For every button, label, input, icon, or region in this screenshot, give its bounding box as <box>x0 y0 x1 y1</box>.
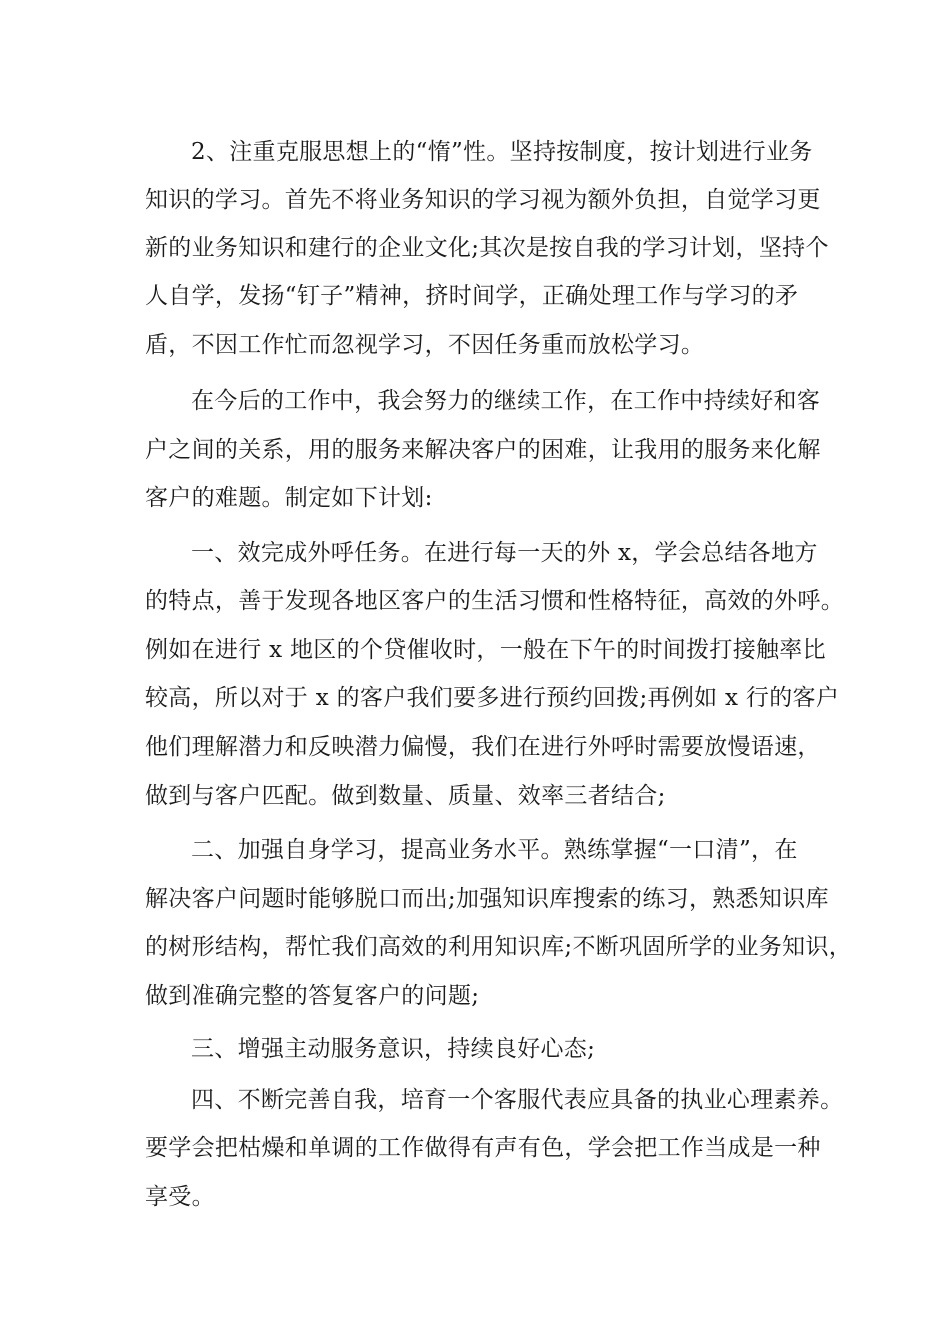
paragraph-4-line-3: 的树形结构，帮忙我们高效的利用知识库;不断巩固所学的业务知识， <box>145 934 853 960</box>
paragraph-2-line-1: 在今后的工作中，我会努力的继续工作，在工作中持续好和客 <box>191 388 821 414</box>
paragraph-1-line-2: 知识的学习。首先不将业务知识的学习视为额外负担，自觉学习更 <box>145 187 821 213</box>
paragraph-3-line-4: 较高，所以对于 x 的客户我们要多进行预约回拨;再例如 x 行的客户 <box>145 685 840 711</box>
paragraph-3-line-1: 一、效完成外呼任务。在进行每一天的外 x，学会总结各地方 <box>191 540 818 566</box>
paragraph-3-line-6: 做到与客户匹配。做到数量、质量、效率三者结合; <box>145 783 666 809</box>
paragraph-2-line-3: 客户的难题。制定如下计划: <box>145 485 433 511</box>
paragraph-4-line-1: 二、加强自身学习，提高业务水平。熟练掌握“一口清”，在 <box>191 837 798 863</box>
paragraph-3-line-5: 他们理解潜力和反映潜力偏慢，我们在进行外呼时需要放慢语速， <box>145 734 821 760</box>
paragraph-4-line-4: 做到准确完整的答复客户的问题; <box>145 983 480 1009</box>
paragraph-1-line-4: 人自学，发扬“钉子”精神，挤时间学，正确处理工作与学习的矛 <box>145 283 799 309</box>
paragraph-6-line-3: 享受。 <box>145 1184 215 1210</box>
paragraph-2-line-2: 户之间的关系，用的服务来解决客户的困难，让我用的服务来化解 <box>145 437 821 463</box>
paragraph-3-line-2: 的特点，善于发现各地区客户的生活习惯和性格特征，高效的外呼。 <box>145 588 844 614</box>
paragraph-6-line-1: 四、不断完善自我，培育一个客服代表应具备的执业心理素养。 <box>191 1087 844 1113</box>
paragraph-3-line-3: 例如在进行 x 地区的个贷催收时，一般在下午的时间拨打接触率比 <box>145 637 826 663</box>
paragraph-1-line-3: 新的业务知识和建行的企业文化;其次是按自我的学习计划，坚持个 <box>145 235 829 261</box>
paragraph-1-line-1: 2、注重克服思想上的“惰”性。坚持按制度，按计划进行业务 <box>191 139 813 165</box>
paragraph-4-line-2: 解决客户问题时能够脱口而出;加强知识库搜索的练习，熟悉知识库 <box>145 886 829 912</box>
paragraph-1-line-5: 盾，不因工作忙而忽视学习，不因任务重而放松学习。 <box>145 332 705 358</box>
paragraph-5-line-1: 三、增强主动服务意识，持续良好心态; <box>191 1036 596 1062</box>
paragraph-6-line-2: 要学会把枯燥和单调的工作做得有声有色，学会把工作当成是一种 <box>145 1135 821 1161</box>
